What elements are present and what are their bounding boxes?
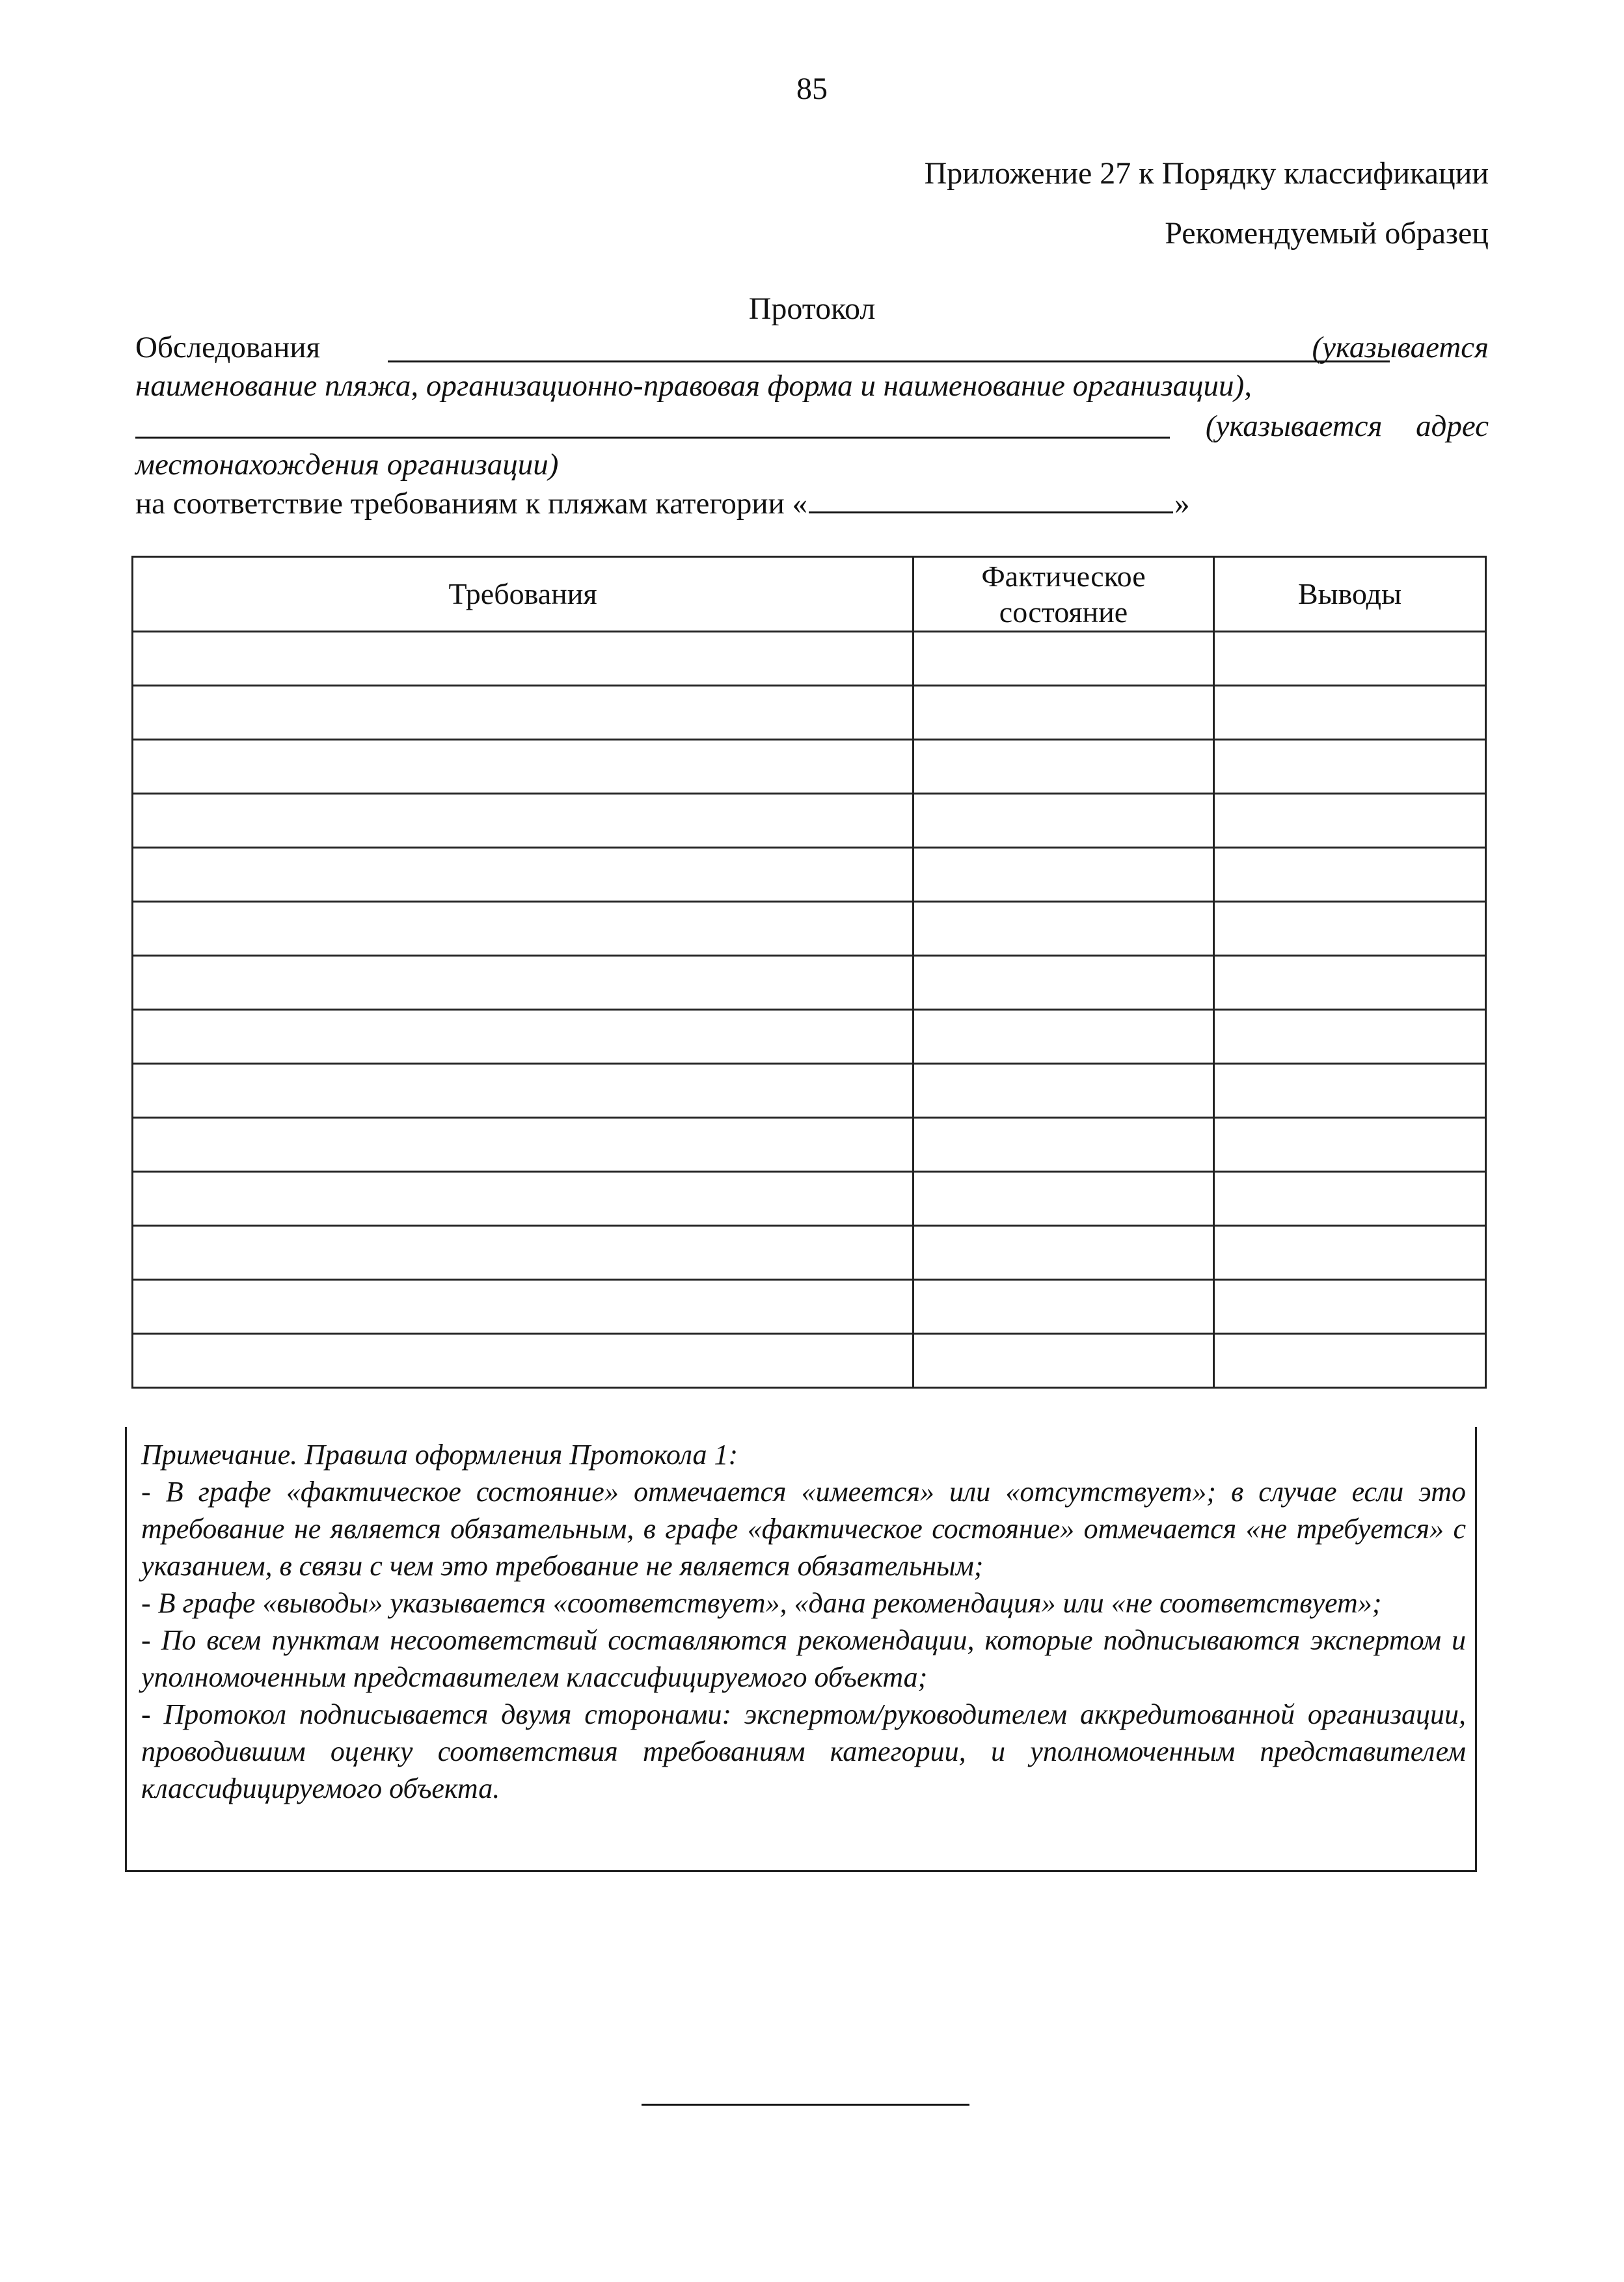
table-row — [133, 632, 1486, 686]
table-row — [133, 1334, 1486, 1388]
requirement-cell[interactable] — [133, 1334, 914, 1388]
conformity-prefix: на соответствие требованиям к пляжам категории « — [135, 487, 807, 521]
actual-state-cell[interactable] — [914, 848, 1214, 902]
actual-state-cell[interactable] — [914, 794, 1214, 848]
requirement-cell[interactable] — [133, 1010, 914, 1064]
requirement-cell[interactable] — [133, 1118, 914, 1172]
actual-state-cell[interactable] — [914, 1226, 1214, 1280]
table-header-row — [133, 557, 1486, 632]
actual-state-cell[interactable] — [914, 1334, 1214, 1388]
table-row — [133, 740, 1486, 794]
document-title: Протокол — [748, 292, 876, 326]
survey-hint: (указывается — [1312, 331, 1489, 364]
address-hint: (указывается адрес — [1205, 409, 1489, 443]
conclusion-cell[interactable] — [1214, 740, 1486, 794]
actual-state-cell[interactable] — [914, 1064, 1214, 1118]
actual-state-cell[interactable] — [914, 956, 1214, 1010]
requirement-cell[interactable] — [133, 686, 914, 740]
survey-line — [135, 329, 1489, 366]
footer-rule — [642, 2104, 969, 2106]
appendix-reference: Приложение 27 к Порядку классификации — [924, 156, 1489, 191]
actual-state-cell[interactable] — [914, 1280, 1214, 1334]
conclusion-cell[interactable] — [1214, 1064, 1486, 1118]
conclusion-cell[interactable] — [1214, 956, 1486, 1010]
table-row — [133, 902, 1486, 956]
table-row — [133, 1280, 1486, 1334]
table-row — [133, 1172, 1486, 1226]
note-item: - По всем пунктам несоответствий составляются рекомендации, которые подписываются экспертом и уполномоченным представителем классифицируемого объекта; — [141, 1624, 1466, 1693]
table-row — [133, 794, 1486, 848]
conclusion-cell[interactable] — [1214, 902, 1486, 956]
requirement-cell[interactable] — [133, 1226, 914, 1280]
table-row — [133, 686, 1486, 740]
table-row — [133, 848, 1486, 902]
actual-state-cell[interactable] — [914, 740, 1214, 794]
note-title: Примечание. Правила оформления Протокола 1: — [141, 1439, 738, 1471]
table-row — [133, 1064, 1486, 1118]
note-item: - В графе «фактическое состояние» отмечается «имеется» или «отсутствует»; в случае если это требование не является обязательным, в графе «фактическое состояние» отмечается «не требуется» с указанием, в связи с чем это требование не является обязательным; — [141, 1476, 1466, 1582]
header-actual-state: Фактическое состояние — [914, 557, 1214, 632]
actual-state-cell[interactable] — [914, 1010, 1214, 1064]
conclusion-cell[interactable] — [1214, 1172, 1486, 1226]
survey-label: Обследования — [135, 331, 321, 364]
table-row — [133, 1226, 1486, 1280]
conclusion-cell[interactable] — [1214, 1118, 1486, 1172]
category-field[interactable] — [809, 488, 1173, 513]
requirement-cell[interactable] — [133, 740, 914, 794]
requirement-cell[interactable] — [133, 902, 914, 956]
conclusion-cell[interactable] — [1214, 632, 1486, 686]
requirement-cell[interactable] — [133, 1064, 914, 1118]
note-box — [125, 1427, 1477, 1872]
actual-state-cell[interactable] — [914, 632, 1214, 686]
requirement-cell[interactable] — [133, 848, 914, 902]
requirement-cell[interactable] — [133, 794, 914, 848]
address-hint-continued: местонахождения организации) — [135, 448, 559, 482]
conclusion-cell[interactable] — [1214, 1226, 1486, 1280]
actual-state-cell[interactable] — [914, 686, 1214, 740]
table-body — [133, 632, 1486, 1388]
conformity-line — [135, 485, 1190, 522]
actual-state-cell[interactable] — [914, 902, 1214, 956]
conclusion-cell[interactable] — [1214, 848, 1486, 902]
conclusion-cell[interactable] — [1214, 1334, 1486, 1388]
page-number: 85 — [796, 72, 828, 106]
conclusion-cell[interactable] — [1214, 1280, 1486, 1334]
conclusion-cell[interactable] — [1214, 686, 1486, 740]
address-field[interactable] — [135, 413, 1170, 439]
note-item: - В графе «выводы» указывается «соответствует», «дана рекомендация» или «не соответствует»; — [141, 1587, 1382, 1619]
actual-state-cell[interactable] — [914, 1172, 1214, 1226]
header-requirements: Требования — [133, 557, 914, 632]
beach-name-field[interactable] — [388, 337, 1390, 362]
actual-state-cell[interactable] — [914, 1118, 1214, 1172]
table-row — [133, 1010, 1486, 1064]
requirement-cell[interactable] — [133, 1172, 914, 1226]
requirement-cell[interactable] — [133, 632, 914, 686]
conclusion-cell[interactable] — [1214, 1010, 1486, 1064]
requirement-cell[interactable] — [133, 1280, 914, 1334]
table-row — [133, 956, 1486, 1010]
sample-label: Рекомендуемый образец — [1165, 216, 1489, 251]
conformity-suffix: » — [1174, 487, 1190, 521]
survey-hint-continued: наименование пляжа, организационно-правовая форма и наименование организации), — [135, 369, 1252, 403]
note-item: - Протокол подписывается двумя сторонами: экспертом/руководителем аккредитованной организации, проводившим оценку соответствия требованиям категории, и уполномоченным представителем классифицируемого объекта. — [141, 1698, 1466, 1804]
header-conclusions: Выводы — [1214, 557, 1486, 632]
requirement-cell[interactable] — [133, 956, 914, 1010]
table-row — [133, 1118, 1486, 1172]
conclusion-cell[interactable] — [1214, 794, 1486, 848]
requirements-table — [131, 556, 1487, 1389]
